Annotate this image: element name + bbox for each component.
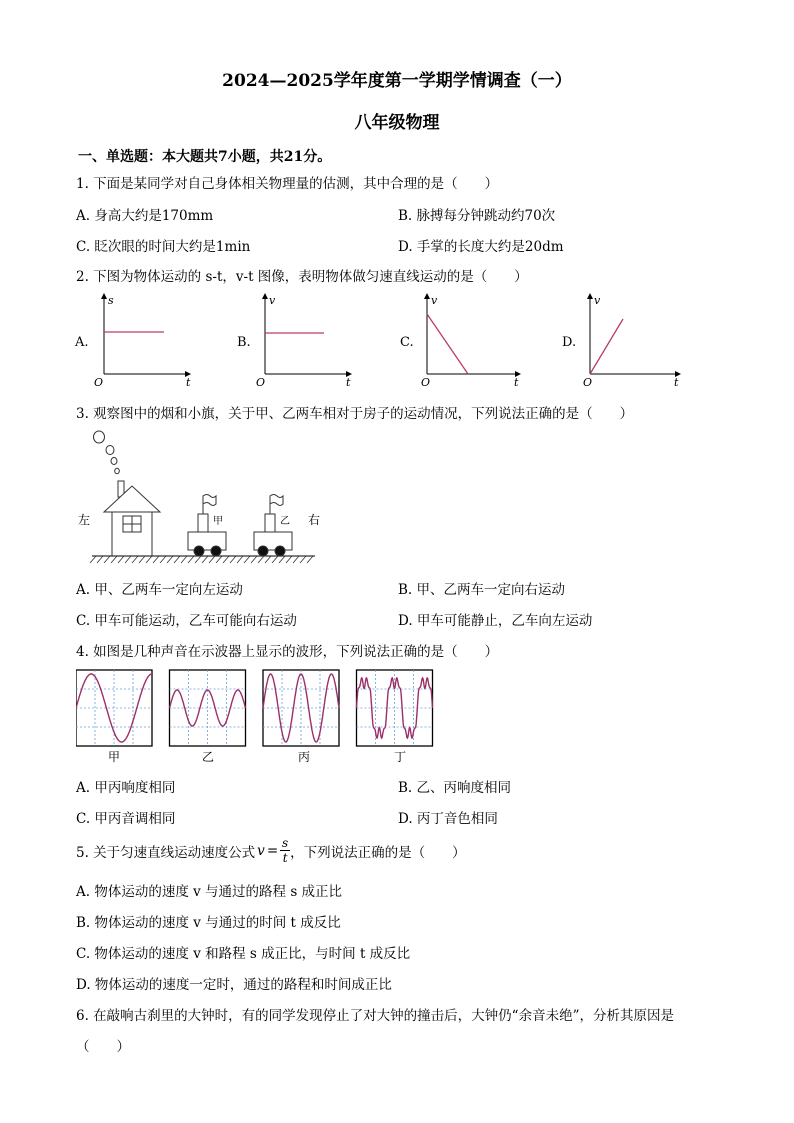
q3-stem: 3. 观察图中的烟和小旗，关于甲、乙两车相对于房子的运动情况，下列说法正确的是（ ） bbox=[76, 406, 634, 422]
q4-option-d: D. 丙丁音色相同 bbox=[398, 811, 498, 827]
graph-a-xlabel: t bbox=[186, 376, 191, 389]
page-subtitle: 八年级物理 bbox=[354, 113, 440, 133]
graph-d-xlabel: t bbox=[674, 376, 679, 389]
q1-option-d: D. 手掌的长度大约是20dm bbox=[398, 239, 564, 255]
graph-a-ylabel: s bbox=[108, 294, 114, 307]
oscilloscope-yi bbox=[170, 670, 246, 746]
q5-formula-den: t bbox=[282, 851, 288, 865]
q5-formula-fraction bbox=[280, 836, 290, 865]
oscilloscope-bing bbox=[263, 670, 339, 746]
q5-option-b: B. 物体运动的速度 v 与通过的时间 t 成反比 bbox=[76, 915, 341, 931]
q5-option-a: A. 物体运动的速度 v 与通过的路程 s 成正比 bbox=[76, 884, 343, 900]
q4-option-c: C. 甲丙音调相同 bbox=[76, 811, 176, 827]
graph-b-ylabel: v bbox=[269, 294, 276, 307]
graph-d bbox=[562, 294, 679, 389]
q6-stem: 6. 在敲响古刹里的大钟时，有的同学发现停止了对大钟的撞击后，大钟仍“余音未绝”，分析其原因是 bbox=[76, 1008, 674, 1024]
q5-stem-before: 5. 关于匀速直线运动速度公式 bbox=[76, 844, 256, 861]
q5-formula-v: v bbox=[257, 842, 265, 859]
left-label: 左 bbox=[78, 513, 91, 527]
q5-stem-after: ，下列说法正确的是（ ） bbox=[290, 844, 466, 861]
q3-option-d: D. 甲车可能静止，乙车向左运动 bbox=[398, 613, 593, 629]
q3-option-c: C. 甲车可能运动，乙车可能向右运动 bbox=[76, 613, 297, 629]
wave-label-yi: 乙 bbox=[202, 750, 215, 764]
graph-c-line bbox=[427, 314, 468, 374]
graph-d-line bbox=[590, 319, 623, 374]
q2-graphs bbox=[70, 290, 710, 390]
graph-a bbox=[74, 294, 191, 389]
q4-option-a: A. 甲丙响度相同 bbox=[76, 780, 176, 796]
graph-b-label: B. bbox=[237, 335, 251, 350]
car-jia-label: 甲 bbox=[213, 516, 223, 527]
wave-label-jia: 甲 bbox=[108, 750, 121, 764]
graph-c-xlabel: t bbox=[514, 376, 519, 389]
graph-c-ylabel: v bbox=[431, 294, 438, 307]
car-yi-label: 乙 bbox=[280, 516, 290, 527]
graph-d-ylabel: v bbox=[594, 294, 601, 307]
graph-a-origin: O bbox=[94, 376, 104, 389]
q1-option-b: B. 脉搏每分钟跳动约70次 bbox=[398, 208, 556, 224]
right-label: 右 bbox=[308, 513, 321, 527]
q3-figure bbox=[70, 424, 330, 569]
q6-stem-cont: （ ） bbox=[76, 1039, 130, 1055]
q1-stem: 1. 下面是某同学对自己身体相关物理量的估测，其中合理的是（ ） bbox=[76, 176, 499, 192]
q5-formula-eq: = bbox=[266, 842, 279, 859]
q1-option-c: C. 眨次眼的时间大约是1min bbox=[76, 239, 251, 255]
graph-b-xlabel: t bbox=[346, 376, 351, 389]
graph-c-origin: O bbox=[421, 376, 431, 389]
graph-d-origin: O bbox=[583, 376, 593, 389]
q5-stem bbox=[76, 836, 466, 865]
q3-option-a: A. 甲、乙两车一定向左运动 bbox=[76, 582, 243, 598]
graph-c-label: C. bbox=[400, 335, 414, 350]
graph-a-label: A. bbox=[75, 335, 89, 350]
ground-hatch bbox=[90, 556, 313, 563]
q3-option-b: B. 甲、乙两车一定向右运动 bbox=[398, 582, 566, 598]
oscilloscope-ding bbox=[357, 670, 433, 746]
q1-option-a: A. 身高大约是170mm bbox=[76, 208, 214, 224]
section-heading: 一、单选题：本大题共7小题，共21分。 bbox=[78, 149, 332, 165]
q4-stem: 4. 如图是几种声音在示波器上显示的波形，下列说法正确的是（ ） bbox=[76, 644, 499, 660]
graph-d-label: D. bbox=[562, 335, 577, 350]
graph-b-origin: O bbox=[256, 376, 266, 389]
q4-option-b: B. 乙、丙响度相同 bbox=[398, 780, 512, 796]
house-icon bbox=[104, 486, 160, 556]
wave-label-bing: 丙 bbox=[298, 750, 311, 764]
graph-c bbox=[400, 294, 519, 389]
smoke-icon bbox=[94, 431, 120, 474]
q5-formula-num: s bbox=[282, 836, 289, 850]
graph-b bbox=[237, 294, 351, 389]
q4-waveforms bbox=[76, 666, 446, 766]
oscilloscope-jia bbox=[76, 670, 152, 746]
page-title: 2024—2025学年度第一学期学情调查（一） bbox=[222, 71, 572, 91]
q2-stem: 2. 下图为物体运动的 s-t，v-t 图像，表明物体做匀速直线运动的是（ ） bbox=[76, 269, 528, 285]
q5-option-d: D. 物体运动的速度一定时，通过的路程和时间成正比 bbox=[76, 977, 392, 993]
wave-label-ding: 丁 bbox=[394, 750, 407, 764]
q5-option-c: C. 物体运动的速度 v 和路程 s 成正比，与时间 t 成反比 bbox=[76, 946, 411, 962]
